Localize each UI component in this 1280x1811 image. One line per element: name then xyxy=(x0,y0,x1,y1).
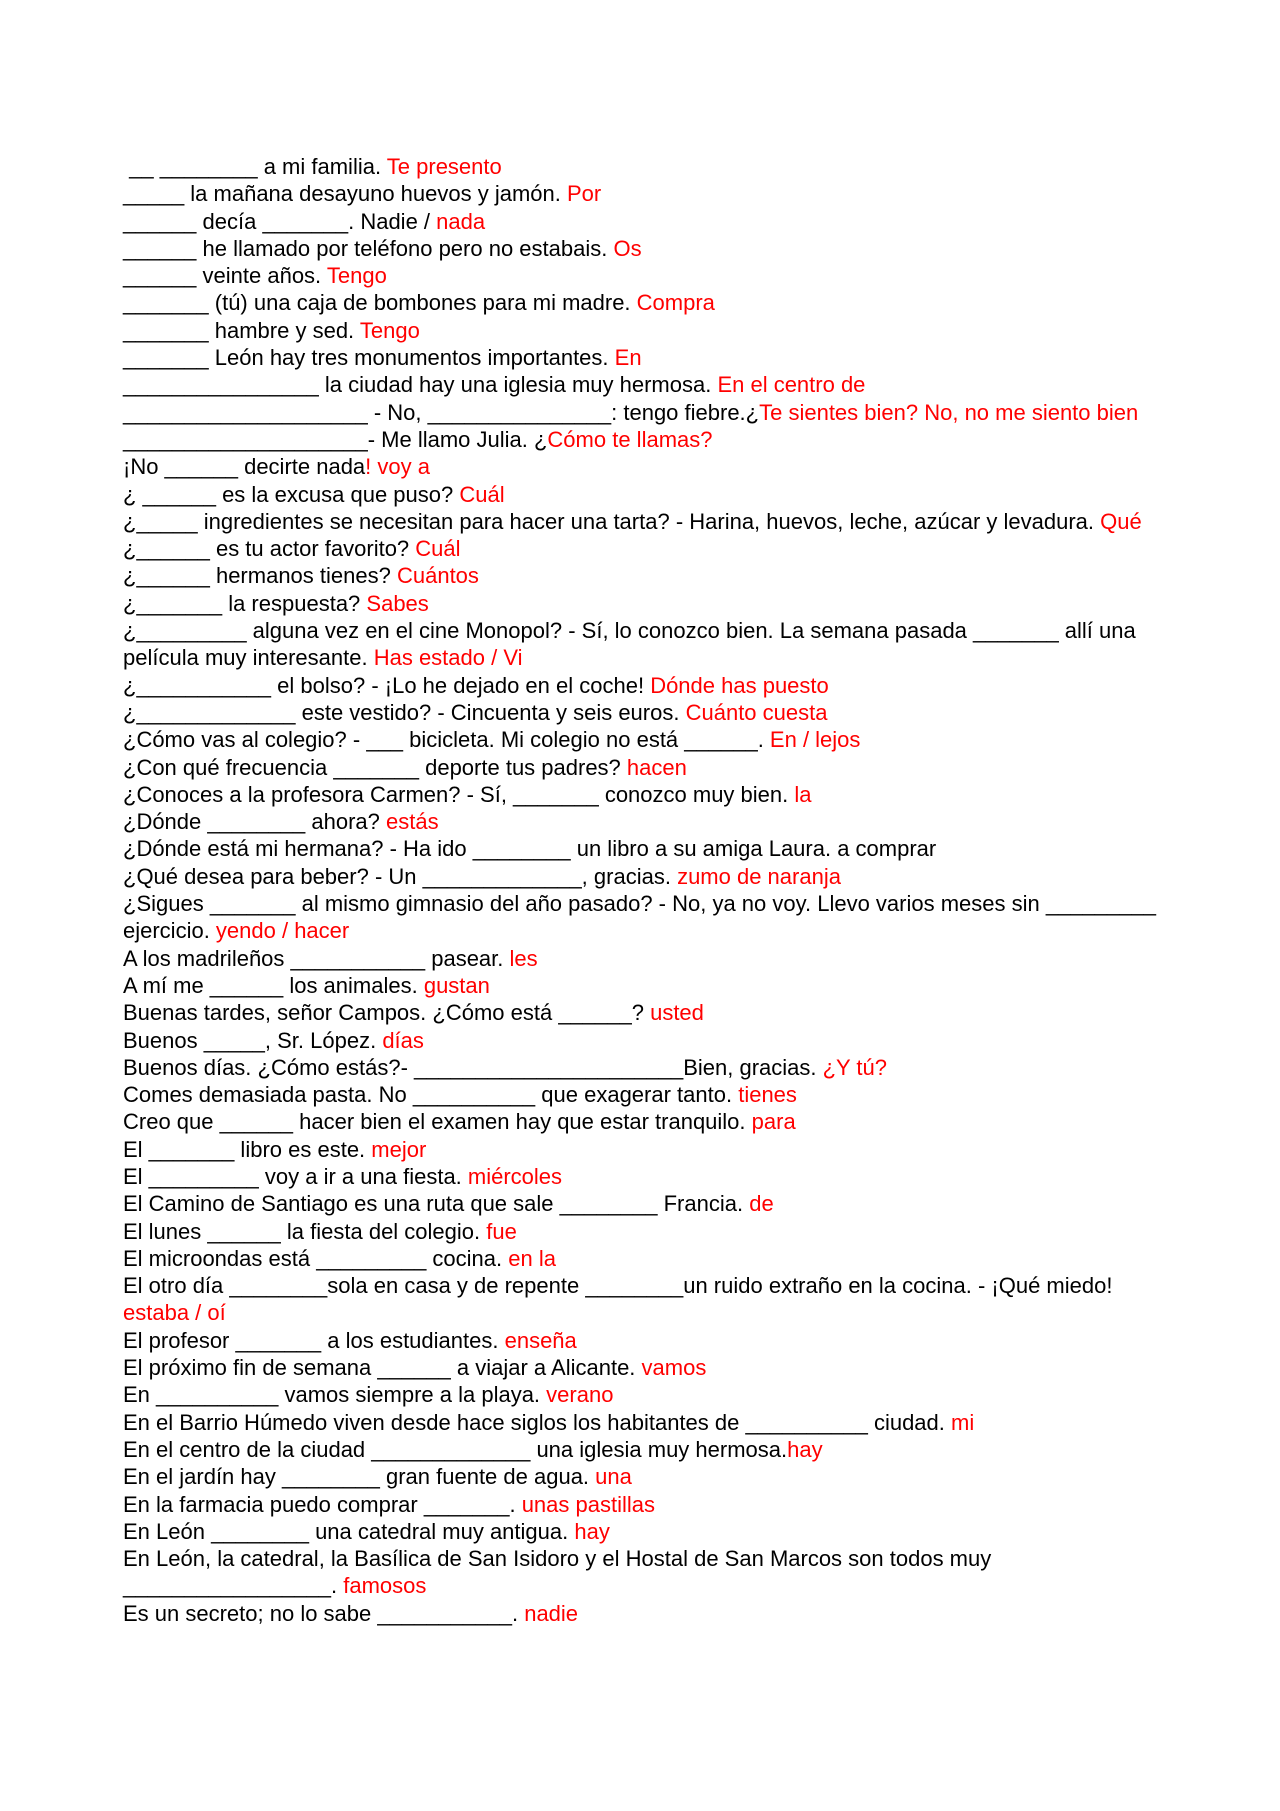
exercise-line xyxy=(123,699,1157,726)
answer-text: En xyxy=(614,345,642,371)
exercise-line xyxy=(123,344,1157,371)
answer-text: les xyxy=(509,945,538,971)
question-text: El profesor _______ a los estudiantes. xyxy=(123,1327,505,1353)
exercise-line xyxy=(123,590,1157,617)
question-text: ¿ ______ es la excusa que puso? xyxy=(123,481,460,507)
answer-text: gustan xyxy=(423,972,490,998)
exercise-line xyxy=(123,535,1157,562)
question-text: _____ la mañana desayuno huevos y jamón. xyxy=(123,181,567,207)
question-text: ¿Dónde ________ ahora? xyxy=(123,809,386,835)
question-text: ¿______ hermanos tienes? xyxy=(123,563,397,589)
exercise-line xyxy=(123,1027,1157,1054)
answer-text: para xyxy=(751,1109,796,1135)
exercise-line xyxy=(123,153,1157,180)
exercise-line xyxy=(123,1081,1157,1108)
question-text: ______ decía _______. Nadie / xyxy=(123,208,437,234)
exercise-line xyxy=(123,945,1157,972)
exercise-line xyxy=(123,672,1157,699)
answer-text: Tengo xyxy=(359,317,420,343)
exercise-line xyxy=(123,371,1157,398)
exercise-line xyxy=(123,562,1157,589)
answer-text: Por xyxy=(566,181,602,207)
answer-text: hay xyxy=(574,1518,610,1544)
exercise-line xyxy=(123,399,1157,426)
answer-text: Tengo xyxy=(326,263,387,289)
question-text: Es un secreto; no lo sabe ___________. xyxy=(123,1600,525,1626)
exercise-line xyxy=(123,453,1157,480)
question-text: El Camino de Santiago es una ruta que sale ________ Francia. xyxy=(123,1191,750,1217)
exercise-line xyxy=(123,1436,1157,1463)
question-text: Buenos _____, Sr. López. xyxy=(123,1027,383,1053)
question-text: ¿Conoces a la profesora Carmen? - Sí, _______ conozco muy bien. xyxy=(123,781,795,807)
question-text: ________________ la ciudad hay una iglesia muy hermosa. xyxy=(123,372,718,398)
exercise-line xyxy=(123,180,1157,207)
exercise-line xyxy=(123,1327,1157,1354)
question-text: Buenas tardes, señor Campos. ¿Cómo está ______? xyxy=(123,1000,651,1026)
question-text: A los madrileños ___________ pasear. xyxy=(123,945,510,971)
question-text: Comes demasiada pasta. No __________ que exagerar tanto. xyxy=(123,1082,739,1108)
answer-text: ! voy a xyxy=(365,454,430,480)
question-text: __ ________ a mi familia. xyxy=(123,154,387,179)
exercise-line xyxy=(123,1272,1157,1327)
answer-text: hacen xyxy=(626,754,687,780)
exercise-line xyxy=(123,1054,1157,1081)
exercise-line xyxy=(123,835,1157,862)
exercise-line xyxy=(123,617,1157,672)
exercise-line xyxy=(123,1381,1157,1408)
answer-text: en la xyxy=(508,1245,556,1271)
answer-text: fue xyxy=(486,1218,517,1244)
exercise-line xyxy=(123,1136,1157,1163)
question-text: En __________ vamos siempre a la playa. xyxy=(123,1382,547,1408)
answer-text: Cuál xyxy=(459,481,505,507)
question-text: ¿Sigues _______ al mismo gimnasio del año pasado? - No, ya no voy. Llevo varios meses sin _________ ejercicio. xyxy=(123,891,1163,944)
exercise-line xyxy=(123,317,1157,344)
question-text: ¿Cómo vas al colegio? - ___ bicicleta. Mi colegio no está ______. xyxy=(123,727,770,753)
question-text: _______ (tú) una caja de bombones para mi madre. xyxy=(123,290,637,316)
exercise-line xyxy=(123,1491,1157,1518)
exercise-line xyxy=(123,726,1157,753)
answer-text: Te sientes bien? No, no me siento bien xyxy=(759,399,1139,425)
exercise-line xyxy=(123,1245,1157,1272)
question-text: El otro día ________sola en casa y de repente ________un ruido extraño en la cocina. - ¡Qué miedo! xyxy=(123,1273,1119,1299)
answer-text: días xyxy=(382,1027,424,1053)
exercise-line xyxy=(123,863,1157,890)
answer-text: nadie xyxy=(524,1600,579,1626)
exercise-line xyxy=(123,808,1157,835)
question-text: El _________ voy a ir a una fiesta. xyxy=(123,1163,468,1189)
question-text: _______ hambre y sed. xyxy=(123,317,360,343)
exercise-line xyxy=(123,1108,1157,1135)
question-text: ______ veinte años. xyxy=(123,263,327,289)
question-text: En León, la catedral, la Basílica de San Isidoro y el Hostal de San Marcos son todos muy _________________. xyxy=(123,1546,998,1599)
question-text: ____________________ - No, _______________: tengo fiebre.¿ xyxy=(123,399,760,425)
document-body xyxy=(123,153,1163,1627)
exercise-line xyxy=(123,972,1157,999)
question-text: ____________________- Me llamo Julia. ¿ xyxy=(123,426,548,452)
question-text: ¿_______ la respuesta? xyxy=(123,590,367,616)
question-text: ¿______ es tu actor favorito? xyxy=(123,536,416,562)
answer-text: yendo / hacer xyxy=(215,918,350,944)
answer-text: usted xyxy=(650,1000,704,1026)
exercise-line xyxy=(123,208,1157,235)
question-text: El lunes ______ la fiesta del colegio. xyxy=(123,1218,487,1244)
answer-text: Compra xyxy=(636,290,715,316)
exercise-line xyxy=(123,1518,1157,1545)
exercise-line xyxy=(123,1463,1157,1490)
question-text: En el jardín hay ________ gran fuente de agua. xyxy=(123,1464,596,1490)
answer-text: Cómo te llamas? xyxy=(547,426,713,452)
question-text: A mí me ______ los animales. xyxy=(123,972,424,998)
exercise-line xyxy=(123,1218,1157,1245)
exercise-line xyxy=(123,890,1163,945)
exercise-line xyxy=(123,1600,1157,1627)
question-text: ______ he llamado por teléfono pero no estabais. xyxy=(123,235,614,261)
exercise-line xyxy=(123,754,1157,781)
answer-text: Cuánto cuesta xyxy=(685,699,828,725)
exercise-line xyxy=(123,481,1157,508)
answer-text: una xyxy=(595,1464,632,1490)
answer-text: miércoles xyxy=(467,1163,563,1189)
question-text: ¿_________ alguna vez en el cine Monopol? - Sí, lo conozco bien. La semana pasada _______ allí una película muy interesante. xyxy=(123,618,1142,671)
question-text: ¡No ______ decirte nada xyxy=(123,454,366,480)
exercise-line xyxy=(123,1163,1157,1190)
answer-text: Cuántos xyxy=(396,563,479,589)
exercise-line xyxy=(123,1545,1157,1600)
question-text: ¿Qué desea para beber? - Un _____________, gracias. xyxy=(123,863,678,889)
answer-text: Cuál xyxy=(415,536,461,562)
answer-text: vamos xyxy=(641,1355,707,1381)
question-text: ¿_____________ este vestido? - Cincuenta y seis euros. xyxy=(123,699,686,725)
answer-text: Qué xyxy=(1100,508,1142,534)
exercise-line xyxy=(123,999,1157,1026)
question-text: En la farmacia puedo comprar _______. xyxy=(123,1491,522,1517)
exercise-line xyxy=(123,781,1157,808)
exercise-line xyxy=(123,289,1157,316)
answer-text: verano xyxy=(546,1382,614,1408)
question-text: El _______ libro es este. xyxy=(123,1136,372,1162)
answer-text: Te presento xyxy=(386,154,502,179)
answer-text: unas pastillas xyxy=(521,1491,655,1517)
answer-text: tienes xyxy=(738,1082,797,1108)
exercise-line xyxy=(123,1409,1157,1436)
question-text: ¿Dónde está mi hermana? - Ha ido ________ un libro a su amiga Laura. a comprar xyxy=(123,836,937,862)
answer-text: ¿Y tú? xyxy=(822,1054,888,1080)
answer-text: estaba / oí xyxy=(123,1300,226,1326)
question-text: El microondas está _________ cocina. xyxy=(123,1245,509,1271)
question-text: _______ León hay tres monumentos importantes. xyxy=(123,345,615,371)
answer-text: nada xyxy=(436,208,486,234)
exercise-line xyxy=(123,508,1157,535)
answer-text: hay xyxy=(787,1436,823,1462)
answer-text: En / lejos xyxy=(769,727,861,753)
answer-text: zumo de naranja xyxy=(677,863,841,889)
exercise-line xyxy=(123,235,1157,262)
exercise-line xyxy=(123,1190,1157,1217)
answer-text: famosos xyxy=(343,1573,427,1599)
question-text: Creo que ______ hacer bien el examen hay que estar tranquilo. xyxy=(123,1109,752,1135)
question-text: ¿Con qué frecuencia _______ deporte tus padres? xyxy=(123,754,627,780)
exercise-line xyxy=(123,426,1157,453)
question-text: ¿_____ ingredientes se necesitan para hacer una tarta? - Harina, huevos, leche, azúcar y levadura. xyxy=(123,508,1101,534)
answer-text: En el centro de xyxy=(717,372,866,398)
answer-text: estás xyxy=(386,809,439,835)
answer-text: enseña xyxy=(504,1327,577,1353)
answer-text: mi xyxy=(951,1409,975,1435)
question-text: En el Barrio Húmedo viven desde hace siglos los habitantes de __________ ciudad. xyxy=(123,1409,951,1435)
answer-text: mejor xyxy=(371,1136,427,1162)
answer-text: Sabes xyxy=(366,590,429,616)
answer-text: Has estado / Vi xyxy=(373,645,523,671)
exercise-line xyxy=(123,1354,1157,1381)
question-text: En el centro de la ciudad _____________ una iglesia muy hermosa. xyxy=(123,1436,788,1462)
question-text: ¿___________ el bolso? - ¡Lo he dejado en el coche! xyxy=(123,672,651,698)
answer-text: la xyxy=(794,781,812,807)
answer-text: Dónde has puesto xyxy=(650,672,829,698)
question-text: El próximo fin de semana ______ a viajar a Alicante. xyxy=(123,1355,642,1381)
question-text: Buenos días. ¿Cómo estás?- ______________________Bien, gracias. xyxy=(123,1054,823,1080)
answer-text: Os xyxy=(613,235,642,261)
question-text: En León ________ una catedral muy antigua. xyxy=(123,1518,575,1544)
answer-text: de xyxy=(749,1191,774,1217)
exercise-line xyxy=(123,262,1157,289)
